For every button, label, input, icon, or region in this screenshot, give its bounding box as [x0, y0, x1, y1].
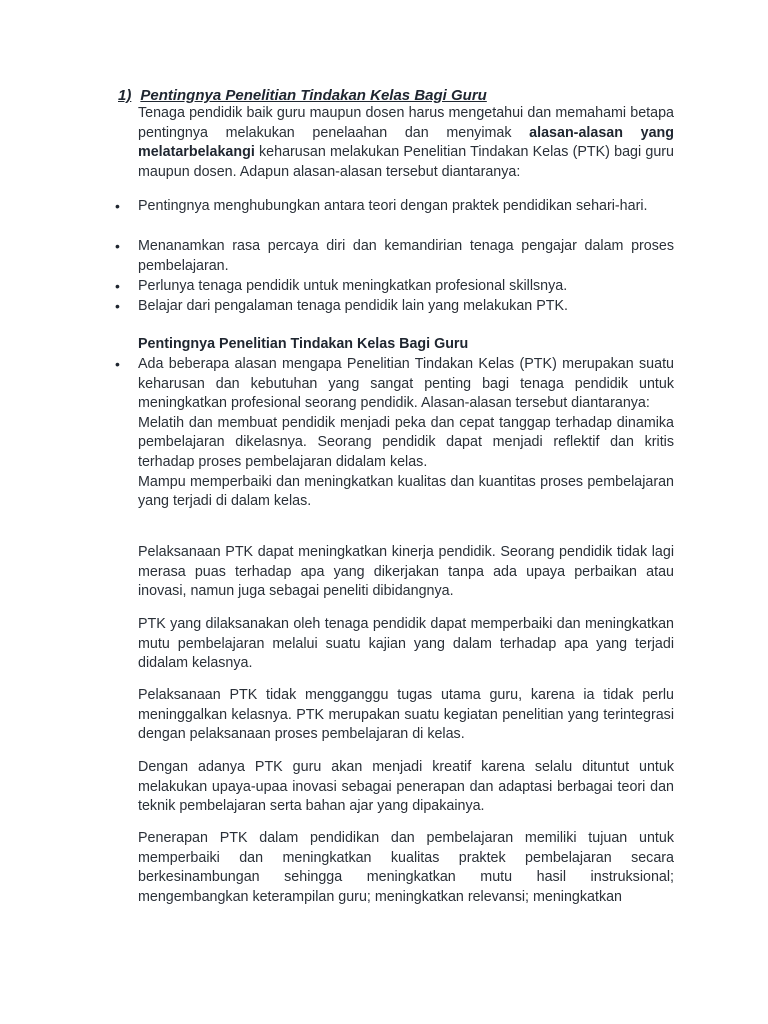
body-paragraph: Pelaksanaan PTK dapat meningkatkan kinerja pendidik. Seorang pendidik tidak lagi merasa puas terhadap apa yang dikerjakan tanpa ada upaya perbaikan atau inovasi, namun juga sebagai peneliti dibidangnya. [138, 544, 674, 600]
sub-paragraph: Mampu memperbaiki dan meningkatkan kualitas dan kuantitas proses pembelajaran yang terjadi di dalam kelas. [138, 473, 674, 510]
bullet-icon: • [115, 278, 120, 294]
list-item [115, 277, 674, 297]
bullet-icon: • [115, 356, 120, 372]
body-paragraph: Pelaksanaan PTK tidak mengganggu tugas utama guru, karena ia tidak perlu meninggalkan kelasnya. PTK merupakan suatu kegiatan penelitian yang terintegrasi dengan pelaksanaan proses pembelajaran di kelas. [138, 687, 674, 743]
section-1-number: 1) [118, 87, 132, 104]
section-2-heading: Pentingnya Penelitian Tindakan Kelas Bagi Guru [138, 336, 469, 352]
section-2-bullet [115, 355, 674, 512]
list-item [115, 297, 674, 317]
sub-paragraph: Melatih dan membuat pendidik menjadi peka dan cepat tanggap terhadap dinamika pembelajaran dikelasnya. Seorang pendidik dapat menjadi reflektif dan kritis terhadap proses pembelajaran didalam kelas. [138, 414, 674, 470]
section-2-bullet-text: Ada beberapa alasan mengapa Penelitian Tindakan Kelas (PTK) merupakan suatu keharusan dan kebutuhan yang sangat penting bagi tenaga pendidik untuk meningkatkan profesional seorang pendidik. Alasan-alasan tersebut diantaranya: [138, 356, 674, 412]
intro-text-end: keharusan melakukan Penelitian Tindakan Kelas (PTK) bagi guru maupun dosen. Adapun alasan-alasan tersebut diantaranya: [138, 144, 674, 180]
body-paragraph: Dengan adanya PTK guru akan menjadi kreatif karena selalu dituntut untuk melakukan upaya-upaa inovasi sebagai penerapan dan adaptasi berbagai teori dan teknik pembelajaran serta bahan ajar yang dipakainya. [138, 759, 674, 815]
intro-bold-text: alasan-alasan yang melatarbelakangi [138, 124, 674, 161]
bullet-icon: • [115, 198, 120, 214]
list-item [115, 237, 674, 276]
list-item [115, 197, 674, 217]
intro-paragraph [138, 104, 674, 182]
body-paragraph: Penerapan PTK dalam pendidikan dan pembelajaran memiliki tujuan untuk memperbaiki dan meningkatkan kualitas praktek pembelajaran secara berkesinambungan sehingga meningkatkan mutu hasil instruksional; mengembangkan keterampilan guru; meningkatkan relevansi; meningkatkan [138, 830, 674, 905]
list-item-text: Pentingnya menghubungkan antara teori dengan praktek pendidikan sehari-hari. [138, 198, 648, 214]
intro-text-start: Tenaga pendidik baik guru maupun dosen harus mengetahui dan memahami betapa pentingnya melakukan penelaahan dan menyimak [138, 105, 674, 141]
bullet-icon: • [115, 298, 120, 314]
list-item-text: Perlunya tenaga pendidik untuk meningkatkan profesional skillsnya. [138, 278, 568, 294]
section-1-heading [118, 86, 678, 105]
list-item-text: Belajar dari pengalaman tenaga pendidik lain yang melakukan PTK. [138, 298, 568, 314]
section-1-title: Pentingnya Penelitian Tindakan Kelas Bagi Guru [140, 87, 487, 104]
bullet-icon: • [115, 238, 120, 254]
list-item-text: Menanamkan rasa percaya diri dan kemandirian tenaga pengajar dalam proses pembelajaran. [138, 238, 674, 274]
body-paragraph: PTK yang dilaksanakan oleh tenaga pendidik dapat memperbaiki dan meningkatkan mutu pembelajaran melalui suatu kajian yang dalam terhadap apa yang terjadi didalam kelasnya. [138, 616, 674, 672]
